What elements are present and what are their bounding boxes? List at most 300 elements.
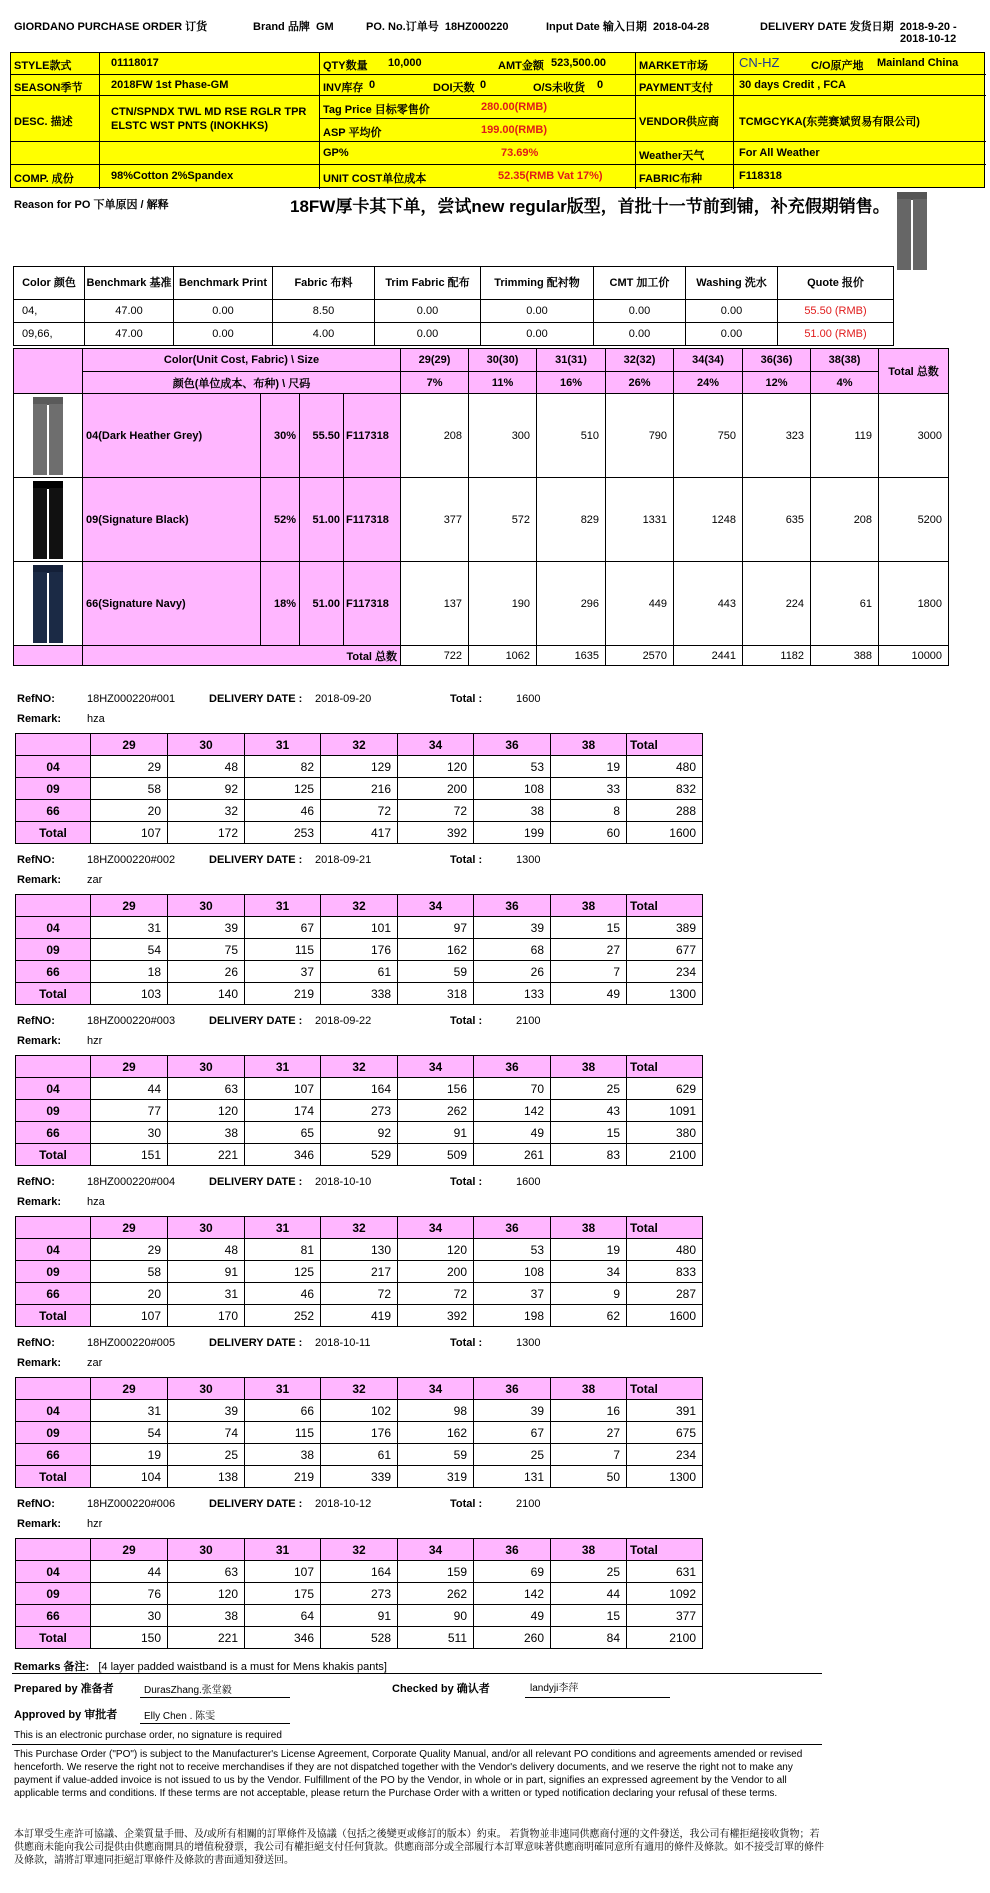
sub-order-col-header: 30 [168,734,245,756]
sub-order-table [15,1377,703,1488]
cost-cell: 0.00 [594,323,686,346]
size-total-cell: 722 [401,646,469,666]
sub-order-cell: 389 [627,917,703,939]
sub-order-cell: 198 [474,1305,551,1327]
size-col-header: 36(36) [743,349,811,372]
sub-order-cell: 391 [627,1400,703,1422]
sub-order-cell: 120 [398,1239,474,1261]
sub-order-cell: 48 [168,1239,245,1261]
sub-order-cell: 150 [91,1627,168,1649]
sub-order-row [16,1422,703,1444]
sub-order-col-header: 38 [551,1539,627,1561]
cost-row [14,300,894,323]
sub-order-cell: 199 [474,822,551,844]
sub-order-col-header: 32 [321,895,398,917]
remarks-row [14,1658,387,1674]
cost-cell: 04, [14,300,85,323]
cost-cell: 0.00 [174,300,273,323]
sub-order-row-label: Total [16,1305,91,1327]
sub-order-cell: 318 [398,983,474,1005]
co-label: C/O原产地 [811,60,864,72]
sub-order-col-header: 38 [551,1217,627,1239]
sub-order-cell: 392 [398,1305,474,1327]
sub-order-cell: 68 [474,939,551,961]
sub-order-col-header: 36 [474,1056,551,1078]
refno-value: 18HZ000220#003 [87,1015,176,1027]
sub-order-cell: 200 [398,1261,474,1283]
pants-image [31,397,65,475]
sub-order-col-header: 34 [398,1378,474,1400]
season-label: SEASON季节 [14,82,83,94]
color-pct: 18% [261,562,300,646]
sub-order-cell: 133 [474,983,551,1005]
sub-order-row-label: 09 [16,1100,91,1122]
sub-order-table [15,1538,703,1649]
sub-order-cell: 25 [551,1561,627,1583]
color-swatch-cell [14,478,83,562]
sub-order-col-header: 29 [91,895,168,917]
sub-order-cell: 131 [474,1466,551,1488]
season-value: 2018FW 1st Phase-GM [111,79,229,91]
sub-order-cell: 338 [321,983,398,1005]
cost-cell: 09,66, [14,323,85,346]
sub-order-col-header: 29 [91,1056,168,1078]
checked-by-value: landyji李萍 [530,1683,579,1694]
sub-total-label: Total : [450,693,483,705]
refno-label: RefNO: [17,1015,55,1027]
gp-value: 73.69% [501,147,539,159]
cost-header: Color 颜色 [14,267,85,300]
prepared-by-label: Prepared by 准备者 [14,1683,114,1695]
sub-order-cell: 72 [398,1283,474,1305]
sub-order-row [16,1605,703,1627]
sub-order-cell: 1091 [627,1100,703,1122]
sub-order-col-header: 32 [321,734,398,756]
sub-order-cell: 129 [321,756,398,778]
qty-total-cell: 3000 [879,394,949,478]
po-number-field [366,18,508,34]
sub-total-label: Total : [450,1337,483,1349]
sub-order-cell: 60 [551,822,627,844]
sub-order-cell: 219 [245,1466,321,1488]
sub-order-cell: 164 [321,1561,398,1583]
refno-value: 18HZ000220#004 [87,1176,176,1188]
sub-order-col-header: Total [627,1539,703,1561]
sub-order-cell: 90 [398,1605,474,1627]
os-value: 0 [597,79,604,91]
sub-order-col-header: 34 [398,734,474,756]
sub-order-cell: 107 [91,1305,168,1327]
fabric-label: FABRIC布种 [639,173,702,185]
sub-order-cell: 528 [321,1627,398,1649]
sub-order-cell: 273 [321,1100,398,1122]
sub-order-row-label: 66 [16,1444,91,1466]
sub-order-col-header: 29 [91,1539,168,1561]
cost-header: Fabric 布料 [273,267,375,300]
sub-order-cell: 162 [398,939,474,961]
tag-price-label: Tag Price 目标零售价 [323,104,430,116]
size-ratio: 7% [401,372,469,394]
checked-by-label: Checked by 确认者 [392,1683,490,1695]
sub-order-cell: 32 [168,800,245,822]
sub-order-cell: 44 [91,1078,168,1100]
sub-order-col-header: Total [627,734,703,756]
cost-header: Trim Fabric 配布 [375,267,481,300]
sub-order-row-label: 66 [16,1283,91,1305]
sub-order-col-header: 32 [321,1378,398,1400]
sub-order-cell: 65 [245,1122,321,1144]
sub-order-row [16,1627,703,1649]
sub-order-cell: 91 [321,1605,398,1627]
sub-order-col-header: 34 [398,1217,474,1239]
sub-order-cell: 1600 [627,822,703,844]
sub-order-row [16,1078,703,1100]
sub-order-table [15,894,703,1005]
sub-order-row-label: 04 [16,756,91,778]
sub-order-row [16,822,703,844]
sub-order-cell: 29 [91,1239,168,1261]
size-ratio: 16% [537,372,606,394]
qty-total-cell: 5200 [879,478,949,562]
refno-value: 18HZ000220#002 [87,854,176,866]
sub-order-remark-line [17,874,102,886]
sub-order-row [16,756,703,778]
sub-order-cell: 19 [551,756,627,778]
sub-order-cell: 31 [168,1283,245,1305]
remarks-value: [4 layer padded waistband is a must for Mens khakis pants] [98,1661,387,1673]
sub-order-cell: 380 [627,1122,703,1144]
weather-label: Weather天气 [639,150,705,162]
cost-header-row [14,267,894,300]
sub-total-label: Total : [450,1176,483,1188]
color-swatch-cell [14,562,83,646]
sub-order-cell: 120 [168,1583,245,1605]
cost-cell: 0.00 [686,300,778,323]
sub-order-header-row [16,1539,703,1561]
sub-order-row [16,917,703,939]
sub-order-cell: 27 [551,939,627,961]
size-total-cell: 1182 [743,646,811,666]
sub-order-row-label: Total [16,822,91,844]
style-label: STYLE款式 [14,60,72,72]
sub-order-cell: 252 [245,1305,321,1327]
sub-total-value: 1300 [516,854,541,866]
size-total-cell: 1635 [537,646,606,666]
sub-order-cell: 176 [321,1422,398,1444]
sub-order-cell: 16 [551,1400,627,1422]
comp-label: COMP. 成份 [14,173,74,185]
sub-order-cell: 19 [91,1444,168,1466]
size-ratio: 26% [606,372,674,394]
qty-cell: 1331 [606,478,674,562]
comp-value: 98%Cotton 2%Spandex [111,170,234,182]
po-number-value: 18HZ000220 [444,21,509,33]
sub-order-table [15,1055,703,1166]
sub-order-cell: 67 [245,917,321,939]
color-row [14,394,949,478]
delivery-date-field [760,18,957,34]
sub-order-cell: 216 [321,778,398,800]
sub-order-ref-line [17,1498,540,1510]
reason-text: 18FW厚卡其下单，尝试new regular版型，首批十一节前到铺，补充假期销售。 [290,197,890,216]
reason-label: Reason for PO 下单原因 / 解释 [14,199,169,211]
approved-by-value: Elly Chen . 陈雯 [144,1711,216,1722]
remark-label: Remark: [17,713,62,725]
sub-order-row [16,778,703,800]
sub-order-cell: 130 [321,1239,398,1261]
sub-order-cell: 44 [551,1583,627,1605]
refno-label: RefNO: [17,1176,55,1188]
sub-order-cell: 58 [91,778,168,800]
remark-value: zar [87,1357,103,1369]
sub-order-cell: 38 [168,1605,245,1627]
sub-order-cell: 103 [91,983,168,1005]
refno-value: 18HZ000220#005 [87,1337,176,1349]
sub-order-cell: 98 [398,1400,474,1422]
sub-order-cell: 287 [627,1283,703,1305]
size-col-header: 29(29) [401,349,469,372]
quote-cell: 55.50 (RMB) [778,300,894,323]
sub-order-row-label: 04 [16,1078,91,1100]
sub-order-cell: 64 [245,1605,321,1627]
sub-order-row-label: 66 [16,961,91,983]
sub-order-cell: 25 [474,1444,551,1466]
size-total-label: Total 总数 [83,646,401,666]
sub-order-cell: 91 [168,1261,245,1283]
sub-order-cell: 25 [551,1078,627,1100]
doi-value: 0 [480,79,487,91]
sub-order-row [16,1466,703,1488]
size-total-cell: 388 [811,646,879,666]
sub-order-cell: 176 [321,939,398,961]
sub-order-cell: 53 [474,1239,551,1261]
electronic-note: This is an electronic purchase order, no signature is required [14,1730,282,1741]
sub-order-cell: 33 [551,778,627,800]
size-ratio: 12% [743,372,811,394]
quote-cell: 51.00 (RMB) [778,323,894,346]
sub-order-cell: 631 [627,1561,703,1583]
sub-order-cell: 7 [551,1444,627,1466]
sub-total-value: 1300 [516,1337,541,1349]
sub-order-cell: 234 [627,961,703,983]
size-col-header: 38(38) [811,349,879,372]
sub-order-row-label: 66 [16,800,91,822]
sub-order-cell: 30 [91,1605,168,1627]
remark-value: hzr [87,1518,103,1530]
sub-order-cell: 221 [168,1627,245,1649]
sub-order-cell: 20 [91,800,168,822]
sub-order-cell: 159 [398,1561,474,1583]
sub-order-row [16,1261,703,1283]
size-header-en: Color(Unit Cost, Fabric) \ Size [83,349,401,372]
sub-order-col-header: 36 [474,1378,551,1400]
unit-cost-value: 52.35(RMB Vat 17%) [498,170,603,182]
po-title: GIORDANO PURCHASE ORDER 订货 [14,21,208,33]
sub-order-cell: 91 [398,1122,474,1144]
size-total-cell: 2570 [606,646,674,666]
sub-order-cell: 115 [245,1422,321,1444]
sub-order-col-header: 36 [474,895,551,917]
os-label: O/S未收货 [533,82,585,94]
sub-order-row [16,1583,703,1605]
sub-order-cell: 18 [91,961,168,983]
sub-order-cell: 66 [245,1400,321,1422]
qty-cell: 61 [811,562,879,646]
cost-cell: 0.00 [686,323,778,346]
color-cost: 55.50 [300,394,344,478]
size-col-header: 30(30) [469,349,537,372]
sub-order-ref-line [17,693,540,705]
cost-breakdown-table [13,266,894,346]
sub-order-col-header: 31 [245,1217,321,1239]
sub-order-cell: 107 [245,1561,321,1583]
sub-order-cell: 69 [474,1561,551,1583]
sub-order-cell: 63 [168,1561,245,1583]
qty-cell: 449 [606,562,674,646]
sub-order-table [15,733,703,844]
input-date-label: Input Date 输入日期 [546,21,647,33]
remark-label: Remark: [17,1518,62,1530]
sub-order-header-row [16,1378,703,1400]
sub-order-cell: 83 [551,1144,627,1166]
size-total-cell: 2441 [674,646,743,666]
sub-order-col-header: Total [627,1056,703,1078]
sub-order-col-header: 36 [474,1539,551,1561]
qty-cell: 323 [743,394,811,478]
qty-cell: 296 [537,562,606,646]
sub-order-cell: 49 [474,1605,551,1627]
cost-cell: 8.50 [273,300,375,323]
sub-order-row [16,800,703,822]
refno-label: RefNO: [17,693,55,705]
remark-value: hza [87,1196,105,1208]
amt-value: 523,500.00 [551,57,607,69]
sub-order-cell: 8 [551,800,627,822]
sub-order-cell: 511 [398,1627,474,1649]
sub-total-label: Total : [450,1015,483,1027]
amt-label: AMT金额 [498,60,544,72]
sub-order-row [16,1561,703,1583]
sub-order-header-row [16,734,703,756]
sub-order-row [16,1122,703,1144]
payment-label: PAYMENT支付 [639,82,713,94]
sub-order-col-header: 36 [474,1217,551,1239]
qty-cell: 377 [401,478,469,562]
market-value: CN-HZ [739,55,780,70]
sub-order-row [16,961,703,983]
sub-order-col-header: 34 [398,895,474,917]
color-cost: 51.00 [300,478,344,562]
sub-order-cell: 164 [321,1078,398,1100]
brand-value: GM [315,21,334,33]
sub-order-cell: 72 [321,800,398,822]
sub-order-cell: 217 [321,1261,398,1283]
qty-cell: 750 [674,394,743,478]
sub-order-cell: 46 [245,1283,321,1305]
sub-order-cell: 115 [245,939,321,961]
remark-label: Remark: [17,1196,62,1208]
sub-order-remark-line [17,1035,102,1047]
delivery-date-value: 2018-10-10 [315,1176,372,1188]
sub-order-cell: 346 [245,1144,321,1166]
sub-order-cell: 138 [168,1466,245,1488]
sub-order-row [16,1444,703,1466]
sub-order-cell: 15 [551,917,627,939]
legal-terms-en: This Purchase Order ("PO") is subject to the Manufacturer's License Agreement, Corporate Quality Manual, and/or all relevant PO conditions and agreements amended or revised henceforth. We reserve the right not to receive merchandises if they are not dispatched together with the Vendor's delivery documents, and we reserve the right not to make any payment if value-added invoice is not issued to us by the Vendor. Fulfillment of the PO by the Vendor, in whole or in part, signifies an expressed agreement by the Vendor to all applicable terms and conditions. If these terms are not acceptable, please return the Purchase Order with a written or typed notification declaring your refusal of these terms. [14,1749,803,1799]
sub-order-cell: 107 [245,1078,321,1100]
sub-order-cell: 82 [245,756,321,778]
desc-value-1: CTN/SPNDX TWL MD RSE RGLR TPR [111,106,307,118]
sub-order-cell: 120 [168,1100,245,1122]
qty-cell: 119 [811,394,879,478]
sub-order-cell: 92 [168,778,245,800]
cost-cell: 0.00 [481,300,594,323]
sub-order-header-row [16,1056,703,1078]
qty-value: 10,000 [388,57,422,69]
sub-order-cell: 377 [627,1605,703,1627]
sub-order-row [16,1100,703,1122]
input-date-field [546,18,709,34]
sub-order-cell: 31 [91,1400,168,1422]
sub-order-cell: 221 [168,1144,245,1166]
sub-order-row-label: 04 [16,1400,91,1422]
remarks-label: Remarks 备注: [14,1661,90,1673]
sub-order-cell: 262 [398,1583,474,1605]
sub-order-row-label: 09 [16,1583,91,1605]
sub-order-cell: 108 [474,1261,551,1283]
sub-order-cell: 107 [91,822,168,844]
cost-header: CMT 加工价 [594,267,686,300]
sub-order-col-header: 31 [245,734,321,756]
sub-order-col-header: 31 [245,1378,321,1400]
sub-order-row-label: 04 [16,917,91,939]
sub-order-cell: 26 [168,961,245,983]
sub-order-cell: 392 [398,822,474,844]
sub-order-cell: 63 [168,1078,245,1100]
sub-order-cell: 101 [321,917,398,939]
sub-order-cell: 675 [627,1422,703,1444]
cost-header: Trimming 配衬物 [481,267,594,300]
tag-price-value: 280.00(RMB) [481,101,548,113]
sub-order-cell: 97 [398,917,474,939]
sub-order-cell: 62 [551,1305,627,1327]
sub-order-ref-line [17,1176,540,1188]
order-info-block [10,52,985,188]
sub-total-value: 2100 [516,1498,541,1510]
sub-order-cell: 156 [398,1078,474,1100]
sub-order-remark-line [17,713,105,725]
sub-order-remark-line [17,1518,102,1530]
sub-order-cell: 629 [627,1078,703,1100]
sub-order-row [16,983,703,1005]
sub-order-col-header: 31 [245,1056,321,1078]
size-ratio: 24% [674,372,743,394]
sub-order-cell: 44 [91,1561,168,1583]
cost-header: Quote 报价 [778,267,894,300]
sub-order-row-label: Total [16,983,91,1005]
size-ratio-row [14,372,949,394]
brand-field [253,18,334,34]
sub-order-cell: 72 [321,1283,398,1305]
asp-value: 199.00(RMB) [481,124,548,136]
size-total-row [14,646,949,666]
cost-header: Benchmark 基准 [85,267,174,300]
pants-image [31,565,65,643]
sub-order-cell: 200 [398,778,474,800]
sub-order-cell: 53 [474,756,551,778]
sub-order-cell: 34 [551,1261,627,1283]
sub-order-cell: 677 [627,939,703,961]
